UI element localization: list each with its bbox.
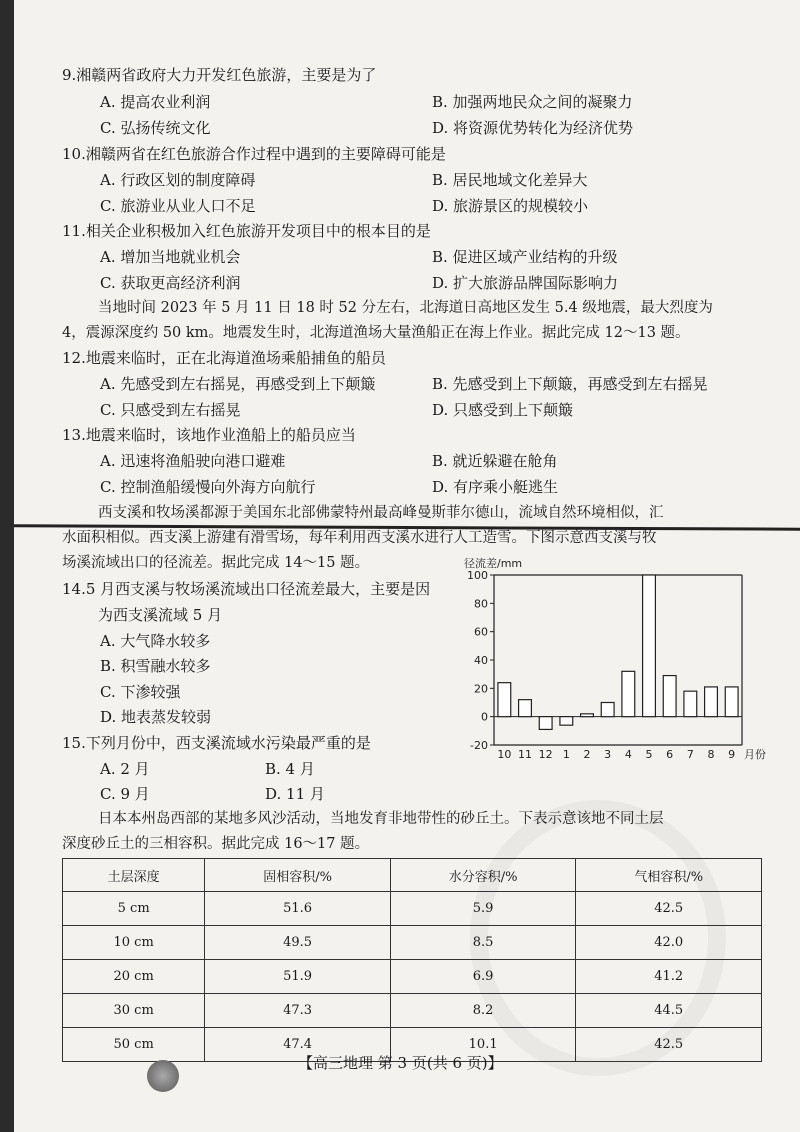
q15-option-b: B. 4 月: [265, 760, 315, 778]
q11-stem: 11.相关企业积极加入红色旅游开发项目中的根本目的是: [62, 222, 431, 240]
cell: 47.3: [205, 994, 391, 1028]
header-depth: 土层深度: [63, 859, 205, 892]
x-tick-label: 12: [538, 748, 553, 761]
cell: 42.5: [576, 1028, 762, 1062]
q11-option-d: D. 扩大旅游品牌国际影响力: [432, 274, 619, 292]
x-tick-label: 11: [518, 748, 532, 761]
cell: 6.9: [390, 960, 576, 994]
q14-option-c: C. 下渗较强: [100, 683, 181, 701]
y-tick-label: -20: [470, 739, 488, 752]
y-tick-label: 100: [467, 569, 488, 582]
cell: 51.6: [205, 892, 391, 926]
cell: 42.0: [576, 926, 762, 960]
y-tick-label: 60: [474, 625, 488, 639]
x-tick-label: 5: [645, 748, 653, 761]
intro12-line1: 当地时间 2023 年 5 月 11 日 18 时 52 分左右，北海道日高地区发生 5.4 级地震，最大烈度为: [98, 300, 713, 316]
cell: 44.5: [576, 994, 762, 1028]
q14-option-d: D. 地表蒸发较弱: [100, 708, 212, 726]
x-tick-label: 8: [707, 748, 715, 761]
q9-option-c: C. 弘扬传统文化: [100, 119, 211, 137]
q15-option-c: C. 9 月: [100, 785, 150, 803]
soil-phase-table: [62, 858, 762, 1062]
table-row: [63, 926, 762, 960]
q12-option-d: D. 只感受到上下颠簸: [432, 401, 574, 419]
table-row: [63, 960, 762, 994]
intro16-line1: 日本本州岛西部的某地多风沙活动，当地发育非地带性的砂丘土。下表示意该地不同土层: [98, 811, 664, 827]
q12-option-a: A. 先感受到左右摇晃，再感受到上下颠簸: [100, 375, 376, 393]
bar-7: [684, 691, 697, 717]
y-tick-label: 40: [474, 654, 488, 667]
q9-stem: 9.湘赣两省政府大力开发红色旅游，主要是为了: [62, 66, 377, 84]
bar-9: [725, 687, 738, 717]
bar-4: [622, 671, 635, 716]
q14-option-a: A. 大气降水较多: [100, 632, 211, 650]
y-tick-label: 20: [474, 682, 488, 696]
q11-option-c: C. 获取更高经济利润: [100, 274, 241, 292]
cell: 41.2: [576, 960, 762, 994]
q13-stem: 13.地震来临时，该地作业渔船上的船员应当: [62, 426, 356, 444]
bar-11: [519, 700, 532, 717]
q15-option-a: A. 2 月: [100, 760, 150, 778]
bar-3: [601, 703, 614, 717]
x-tick-label: 2: [583, 748, 591, 761]
x-axis-suffix-label: 月份: [744, 748, 766, 761]
cell: 8.5: [390, 926, 576, 960]
cell: 5 cm: [63, 892, 205, 926]
bar-2: [581, 714, 594, 717]
q14-option-b: B. 积雪融水较多: [100, 657, 211, 675]
table-header-row: [63, 859, 762, 892]
cell: 50 cm: [63, 1028, 205, 1062]
q15-option-d: D. 11 月: [265, 785, 325, 803]
cell: 51.9: [205, 960, 391, 994]
x-tick-label: 1: [562, 748, 570, 761]
q9-option-d: D. 将资源优势转化为经济优势: [432, 119, 634, 137]
page-footer: 【高三地理 第 3 页(共 6 页)】: [298, 1054, 503, 1072]
q13-option-d: D. 有序乘小艇逃生: [432, 478, 559, 496]
q10-stem: 10.湘赣两省在红色旅游合作过程中遇到的主要障碍可能是: [62, 145, 446, 163]
y-axis-label: 径流差/mm: [464, 557, 523, 570]
q13-option-c: C. 控制渔船缓慢向外海方向航行: [100, 478, 316, 496]
q13-option-a: A. 迅速将渔船驶向港口避难: [100, 452, 286, 470]
cell: 10.1: [390, 1028, 576, 1062]
q12-option-b: B. 先感受到上下颠簸，再感受到左右摇晃: [432, 375, 708, 393]
bar-6: [663, 676, 676, 717]
scan-edge: [0, 0, 14, 1132]
cell: 30 cm: [63, 994, 205, 1028]
q14-stem-line2: 为西支溪流域 5 月: [98, 606, 223, 624]
cell: 8.2: [390, 994, 576, 1028]
q10-option-d: D. 旅游景区的规模较小: [432, 197, 589, 215]
x-tick-label: 6: [666, 748, 674, 761]
intro14-line1: 西支溪和牧场溪都源于美国东北部佛蒙特州最高峰曼斯菲尔德山，流域自然环境相似，汇: [98, 505, 664, 521]
intro16-line2: 深度砂丘土的三相容积。据此完成 16～17 题。: [62, 836, 370, 852]
y-tick-label: 0: [481, 710, 488, 724]
q11-option-b: B. 促进区域产业结构的升级: [432, 248, 618, 266]
intro12-line2: 4，震源深度约 50 km。地震发生时，北海道渔场大量渔船正在海上作业。据此完成 12～13 题。: [62, 325, 690, 341]
x-tick-label: 10: [497, 748, 512, 761]
cell: 5.9: [390, 892, 576, 926]
table-row: [63, 994, 762, 1028]
intro14-line3: 场溪流域出口的径流差。据此完成 14～15 题。: [62, 555, 370, 571]
q10-option-a: A. 行政区划的制度障碍: [100, 171, 256, 189]
q14-stem-line1: 14.5 月西支溪与牧场溪流域出口径流差最大，主要是因: [62, 580, 431, 598]
table-row: [63, 892, 762, 926]
q10-option-c: C. 旅游业从业人口不足: [100, 197, 256, 215]
header-solid: 固相容积/%: [205, 859, 391, 892]
header-water: 水分容积/%: [390, 859, 576, 892]
cell: 42.5: [576, 892, 762, 926]
q11-option-a: A. 增加当地就业机会: [100, 248, 241, 266]
cell: 10 cm: [63, 926, 205, 960]
header-air: 气相容积/%: [576, 859, 762, 892]
q9-option-a: A. 提高农业利润: [100, 93, 211, 111]
intro14-line2: 水面积相似。西支溪上游建有滑雪场，每年利用西支溪水进行人工造雪。下图示意西支溪与牧: [62, 530, 657, 546]
cell: 20 cm: [63, 960, 205, 994]
x-tick-label: 4: [624, 748, 632, 761]
q13-option-b: B. 就近躲避在舱角: [432, 452, 558, 470]
q10-option-b: B. 居民地域文化差异大: [432, 171, 588, 189]
bar-5: [643, 575, 656, 717]
bar-10: [498, 683, 511, 717]
q12-stem: 12.地震来临时，正在北海道渔场乘船捕鱼的船员: [62, 349, 386, 367]
x-tick-label: 3: [604, 748, 612, 761]
runoff-difference-chart: [462, 550, 782, 765]
cell: 47.4: [205, 1028, 391, 1062]
y-tick-label: 80: [474, 597, 488, 611]
bar-8: [705, 687, 718, 717]
publisher-seal-icon: [147, 1060, 179, 1092]
q9-option-b: B. 加强两地民众之间的凝聚力: [432, 93, 633, 111]
x-tick-label: 7: [686, 748, 694, 761]
bar-12: [539, 717, 552, 730]
cell: 49.5: [205, 926, 391, 960]
bar-1: [560, 717, 573, 726]
q12-option-c: C. 只感受到左右摇晃: [100, 401, 241, 419]
x-tick-label: 9: [728, 748, 736, 761]
q15-stem: 15.下列月份中，西支溪流域水污染最严重的是: [62, 734, 371, 752]
